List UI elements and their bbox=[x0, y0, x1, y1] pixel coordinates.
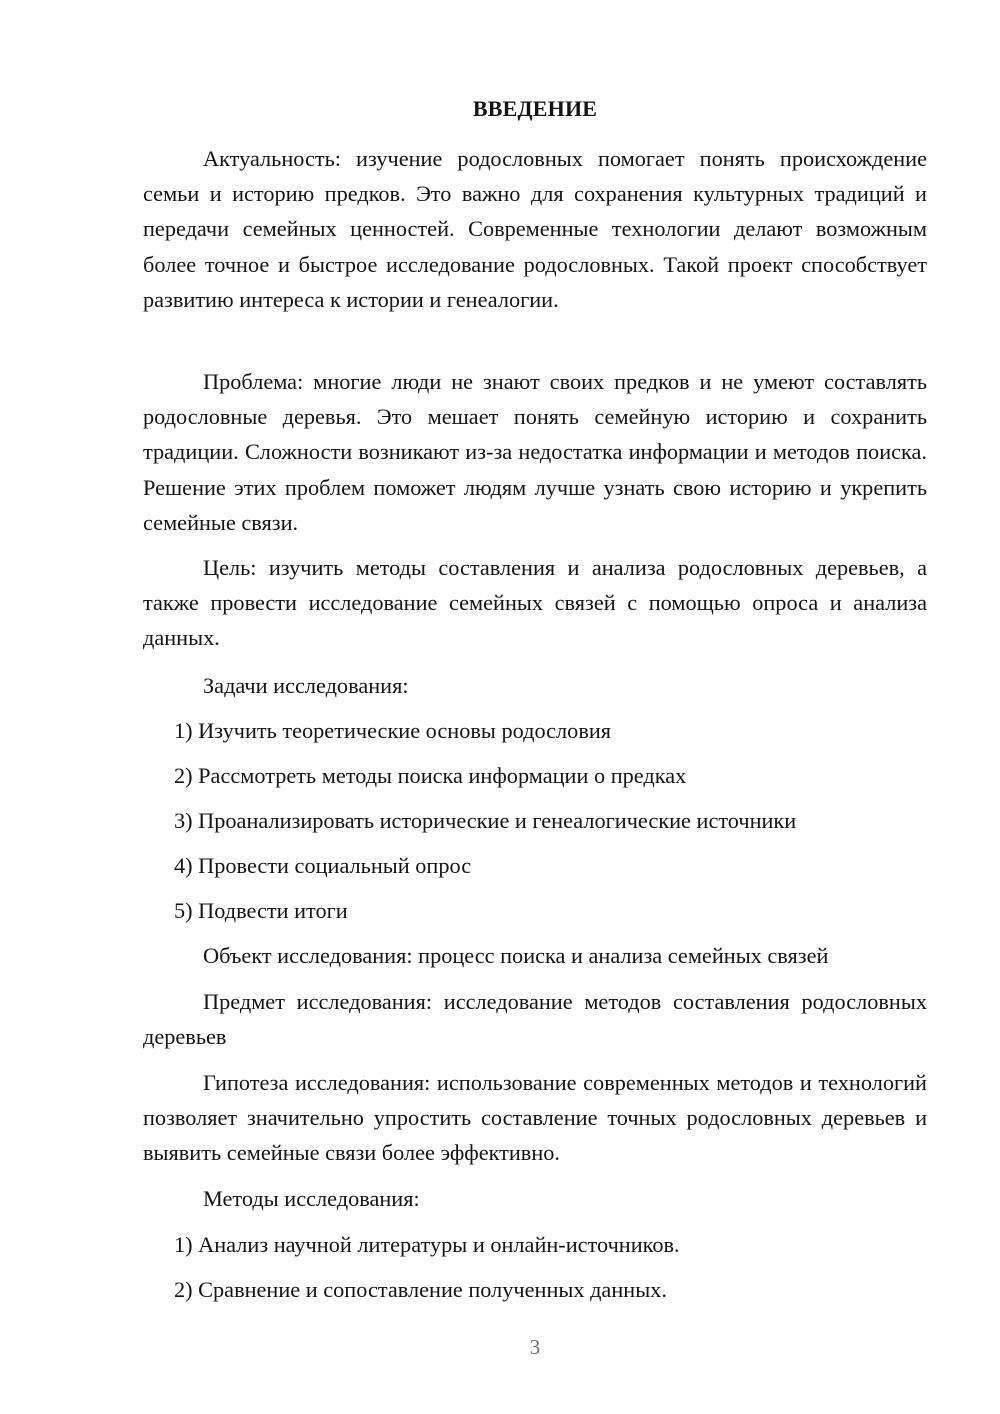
paragraph-relevance: Актуальность: изучение родословных помогает понять происхождение семьи и историю предков. Это важно для сохранения культурных традиций и передачи семейных ценностей. Современные технологии делают возможным более точное и быстрое исследование родословных. Такой проект способствует развитию интереса к истории и генеалогии. bbox=[143, 146, 927, 312]
method-item: 2) Сравнение и сопоставление полученных данных. bbox=[174, 1277, 667, 1302]
task-item: 1) Изучить теоретические основы родословия bbox=[174, 718, 612, 743]
task-item: 5) Подвести итоги bbox=[174, 898, 348, 923]
paragraph-subject: Предмет исследования: исследование методов составления родословных деревьев bbox=[143, 989, 927, 1050]
methods-heading: Методы исследования: bbox=[203, 1186, 420, 1211]
task-item: 3) Проанализировать исторические и генеалогические источники bbox=[174, 808, 797, 833]
paragraph-hypothesis: Гипотеза исследования: использование современных методов и технологий позволяет значительно упростить составление точных родословных деревьев и выявить семейные связи более эффективно. bbox=[143, 1070, 927, 1166]
page-number: 3 bbox=[529, 1335, 541, 1359]
paragraph-problem: Проблема: многие люди не знают своих предков и не умеют составлять родословные деревья. Это мешает понять семейную историю и сохранить традиции. Сложности возникают из-за недостатка информации и методов поиска. Решение этих проблем поможет людям лучше узнать свою историю и укрепить семейные связи. bbox=[143, 369, 927, 535]
section-title: ВВЕДЕНИЕ bbox=[472, 96, 598, 121]
task-item: 4) Провести социальный опрос bbox=[174, 853, 472, 878]
tasks-heading: Задачи исследования: bbox=[203, 673, 409, 698]
method-item: 1) Анализ научной литературы и онлайн-источников. bbox=[174, 1232, 680, 1257]
paragraph-object: Объект исследования: процесс поиска и анализа семейных связей bbox=[203, 943, 829, 968]
task-item: 2) Рассмотреть методы поиска информации о предках bbox=[174, 763, 687, 788]
paragraph-goal: Цель: изучить методы составления и анализа родословных деревьев, а также провести исследование семейных связей с помощью опроса и анализа данных. bbox=[143, 555, 927, 651]
